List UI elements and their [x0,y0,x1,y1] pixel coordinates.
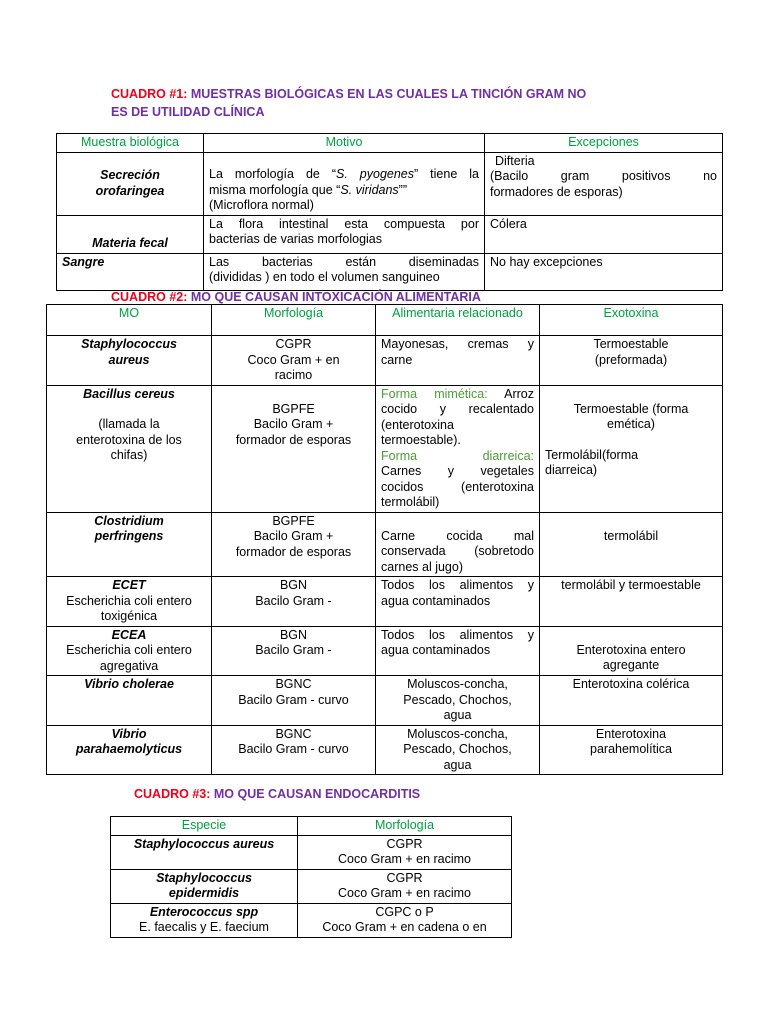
cuadro3-table [110,816,512,938]
motivo-text: (divididas ) en todo el volumen sanguineo [209,270,440,284]
cell-especie [111,869,298,903]
cell-mo [47,725,212,775]
mo-text: perfringens [94,529,164,543]
cell-excepciones: Cólera [485,215,723,253]
cell-morfologia [212,626,376,676]
ali-text: Pescado, Chochos, [403,692,512,707]
cell-mo [47,336,212,386]
ali-text: agua [443,757,472,772]
cell-alimentaria [376,626,540,676]
motivo-text: Las bacterias están diseminadas [209,254,479,269]
cell-alimentaria [376,725,540,775]
exo-text: Termoestable [593,337,669,351]
ali-text: agua [443,708,472,722]
morf-text: Coco Gram + en cadena o en [322,920,487,934]
cuadro2-title-text: MO QUE CAUSAN INTOXICACIÓN ALIMENTARIA [187,290,481,304]
forma-label: Forma mimética: [381,386,488,401]
cell-morfologia [212,385,376,512]
header-muestra: Muestra biológica [57,134,204,153]
cuadro2-table [46,304,723,775]
cell-muestra [57,152,204,215]
cuadro1-label: CUADRO #1: [111,87,188,101]
table-row [47,336,723,386]
exo-text: Enterotoxina entero [576,642,686,657]
esp-text: epidermidis [168,886,240,900]
cell-exotoxina: termolábil y termoestable [540,577,723,627]
header-mo: MO [47,305,212,336]
species-name: S. viridans [340,182,399,197]
morf-text: Bacilo Gram + [253,529,334,543]
header-motivo: Motivo [204,134,485,153]
exo-text: Enterotoxina [595,726,667,741]
ali-text: cocido y recalentado [381,402,534,416]
cell-morfologia [298,903,512,937]
mo-text: Vibrio [111,726,147,741]
motivo-text: ”” [398,182,407,197]
mo-text: Escherichia coli entero [66,593,192,608]
table-header-row [57,134,723,153]
table-row [47,512,723,577]
muestra-text: Secreción [100,168,160,182]
esp-text: Enterococcus spp [149,904,259,919]
table-row [47,385,723,512]
motivo-text: La morfología de “ [209,167,336,181]
header-morfologia: Morfología [212,305,376,336]
cell-alimentaria [376,512,540,577]
exo-text: agregante [602,658,660,672]
table-row [47,626,723,676]
header-exotoxina: Exotoxina [540,305,723,336]
mo-text: chifas) [110,448,148,462]
table-row [57,253,723,290]
motivo-text: ” tiene la [414,167,479,181]
cell-morfologia [298,835,512,869]
morf-text: CGPR [386,836,423,851]
morf-text: Coco Gram + en [247,352,340,367]
ali-text: carnes al jugo) [381,559,463,574]
cell-muestra: Sangre [57,253,204,290]
cell-especie: Staphylococcus aureus [111,835,298,869]
exo-text: emética) [607,417,655,431]
cell-morfologia [212,577,376,627]
ali-text: Moluscos-concha, [407,726,508,741]
cuadro3-title [134,785,634,803]
morf-text: racimo [274,368,313,382]
morf-text: formador de esporas [235,544,352,559]
morf-text: Bacilo Gram - [255,643,332,657]
cell-exotoxina [540,725,723,775]
cell-exotoxina [540,512,723,577]
ali-text: Todos los alimentos y [381,578,534,592]
cell-mo: Vibrio cholerae [47,676,212,726]
morf-text: Bacilo Gram + [253,417,334,431]
excepcion-text: (Bacilo gram positivos no [490,169,717,183]
morf-text: BGNC [275,677,312,691]
motivo-text: bacterias de varias morfologias [209,232,382,246]
exo-text: (preformada) [594,352,668,367]
header-especie: Especie [111,817,298,836]
morf-text: CGPR [275,337,312,351]
excepcion-text: formadores de esporas) [490,184,623,199]
cell-excepciones [485,152,723,215]
exo-text: Termolábil(forma [545,447,639,462]
cuadro1-title [111,85,671,121]
ali-text: (enterotoxina [381,417,454,432]
morf-text: CGPC o P [375,904,434,919]
cell-morfologia [212,512,376,577]
morf-text: formador de esporas [235,432,352,447]
ali-text: Pescado, Chochos, [403,742,512,756]
mo-text: Clostridium [94,513,164,528]
morf-text: Coco Gram + en racimo [337,886,472,900]
cell-motivo [204,152,485,215]
table-row [57,215,723,253]
cell-alimentaria [376,385,540,512]
ali-text: cocidos (enterotoxina [381,479,534,494]
table-row [47,676,723,726]
mo-text: Bacillus cereus [83,386,175,401]
excepcion-text: Difteria [495,153,535,168]
mo-text: ECET [112,578,146,592]
morf-text: Bacilo Gram - curvo [238,742,349,756]
mo-text: toxigénica [100,609,158,623]
mo-text: (llamada la [98,417,160,431]
cell-morfologia [212,676,376,726]
mo-text: parahaemolyticus [75,742,183,756]
header-morfologia: Morfología [298,817,512,836]
morf-text: Coco Gram + en racimo [337,852,472,866]
morf-text: Bacilo Gram - [255,593,332,608]
mo-text: enterotoxina de los [76,432,182,447]
ali-text: Carne cocida mal [381,528,534,543]
cell-excepciones: No hay excepciones [485,253,723,290]
cell-exotoxina [540,626,723,676]
exo-text: diarreica) [545,463,598,477]
cuadro1-title-line2: ES DE UTILIDAD CLÍNICA [111,105,265,119]
header-alimentaria: Alimentaria relacionado [376,305,540,336]
ali-text: Arroz [487,386,534,401]
cuadro1-table [56,133,723,291]
exo-text: termolábil [603,528,659,543]
morf-text: BGNC [275,726,312,741]
cell-motivo [204,253,485,290]
cell-exotoxina: Enterotoxina colérica [540,676,723,726]
ali-text: carne [381,352,413,367]
ali-text: agua contaminados [381,593,491,608]
muestra-text: orofaringea [95,183,165,198]
species-name: S. pyogenes [336,167,415,181]
cell-mo [47,626,212,676]
motivo-text: La flora intestinal esta compuesta por [209,216,479,231]
ali-text: agua contaminados [381,643,491,657]
cuadro2-label: CUADRO #2: [111,290,188,304]
cell-motivo [204,215,485,253]
ali-text: Mayonesas, cremas y [381,337,534,351]
ali-text: termolábil) [381,495,440,509]
exo-text: Termoestable (forma [573,401,689,416]
motivo-text: (Microflora normal) [209,198,314,212]
cell-especie [111,903,298,937]
table-row [111,869,512,903]
mo-text: agregativa [99,658,159,673]
cell-mo [47,512,212,577]
table-row [111,903,512,937]
ali-text: termoestable). [381,433,461,447]
ali-text: Todos los alimentos y [381,627,534,642]
cell-muestra: Materia fecal [57,215,204,253]
morf-text: CGPR [386,870,423,885]
ali-text: Moluscos-concha, [407,677,508,691]
esp-text: E. faecalis y E. faecium [139,920,269,934]
cell-alimentaria [376,336,540,386]
exo-text: parahemolítica [590,742,672,756]
header-excepciones: Excepciones [485,134,723,153]
mo-text: Staphylococcus [81,337,177,351]
cell-exotoxina [540,336,723,386]
morf-text: Bacilo Gram - curvo [238,692,349,707]
ali-text: Carnes y vegetales [381,464,534,478]
cuadro3-label: CUADRO #3: [134,787,211,801]
forma-label: Forma diarreica: [381,448,534,463]
table-row [47,725,723,775]
mo-text: Escherichia coli entero [66,643,192,657]
table-header-row [111,817,512,836]
morf-text: BGPFE [272,513,315,528]
table-row [47,577,723,627]
esp-text: Staphylococcus [156,870,252,885]
ali-text: conservada (sobretodo [381,544,534,558]
cell-mo [47,385,212,512]
cell-morfologia [212,336,376,386]
cell-morfologia [212,725,376,775]
morf-text: BGPFE [272,401,315,416]
motivo-text: misma morfología que “ [209,182,341,197]
cell-morfologia [298,869,512,903]
table-row [57,152,723,215]
cell-mo [47,577,212,627]
cell-alimentaria [376,577,540,627]
table-header-row [47,305,723,336]
cuadro3-title-text: MO QUE CAUSAN ENDOCARDITIS [210,787,421,801]
cell-alimentaria [376,676,540,726]
cell-exotoxina [540,385,723,512]
cuadro1-title-line1: MUESTRAS BIOLÓGICAS EN LAS CUALES LA TINCIÓN GRAM NO [187,87,587,101]
mo-text: aureus [108,352,150,367]
mo-text: ECEA [111,627,147,642]
morf-text: BGN [279,578,308,592]
table-row [111,835,512,869]
morf-text: BGN [279,627,308,642]
